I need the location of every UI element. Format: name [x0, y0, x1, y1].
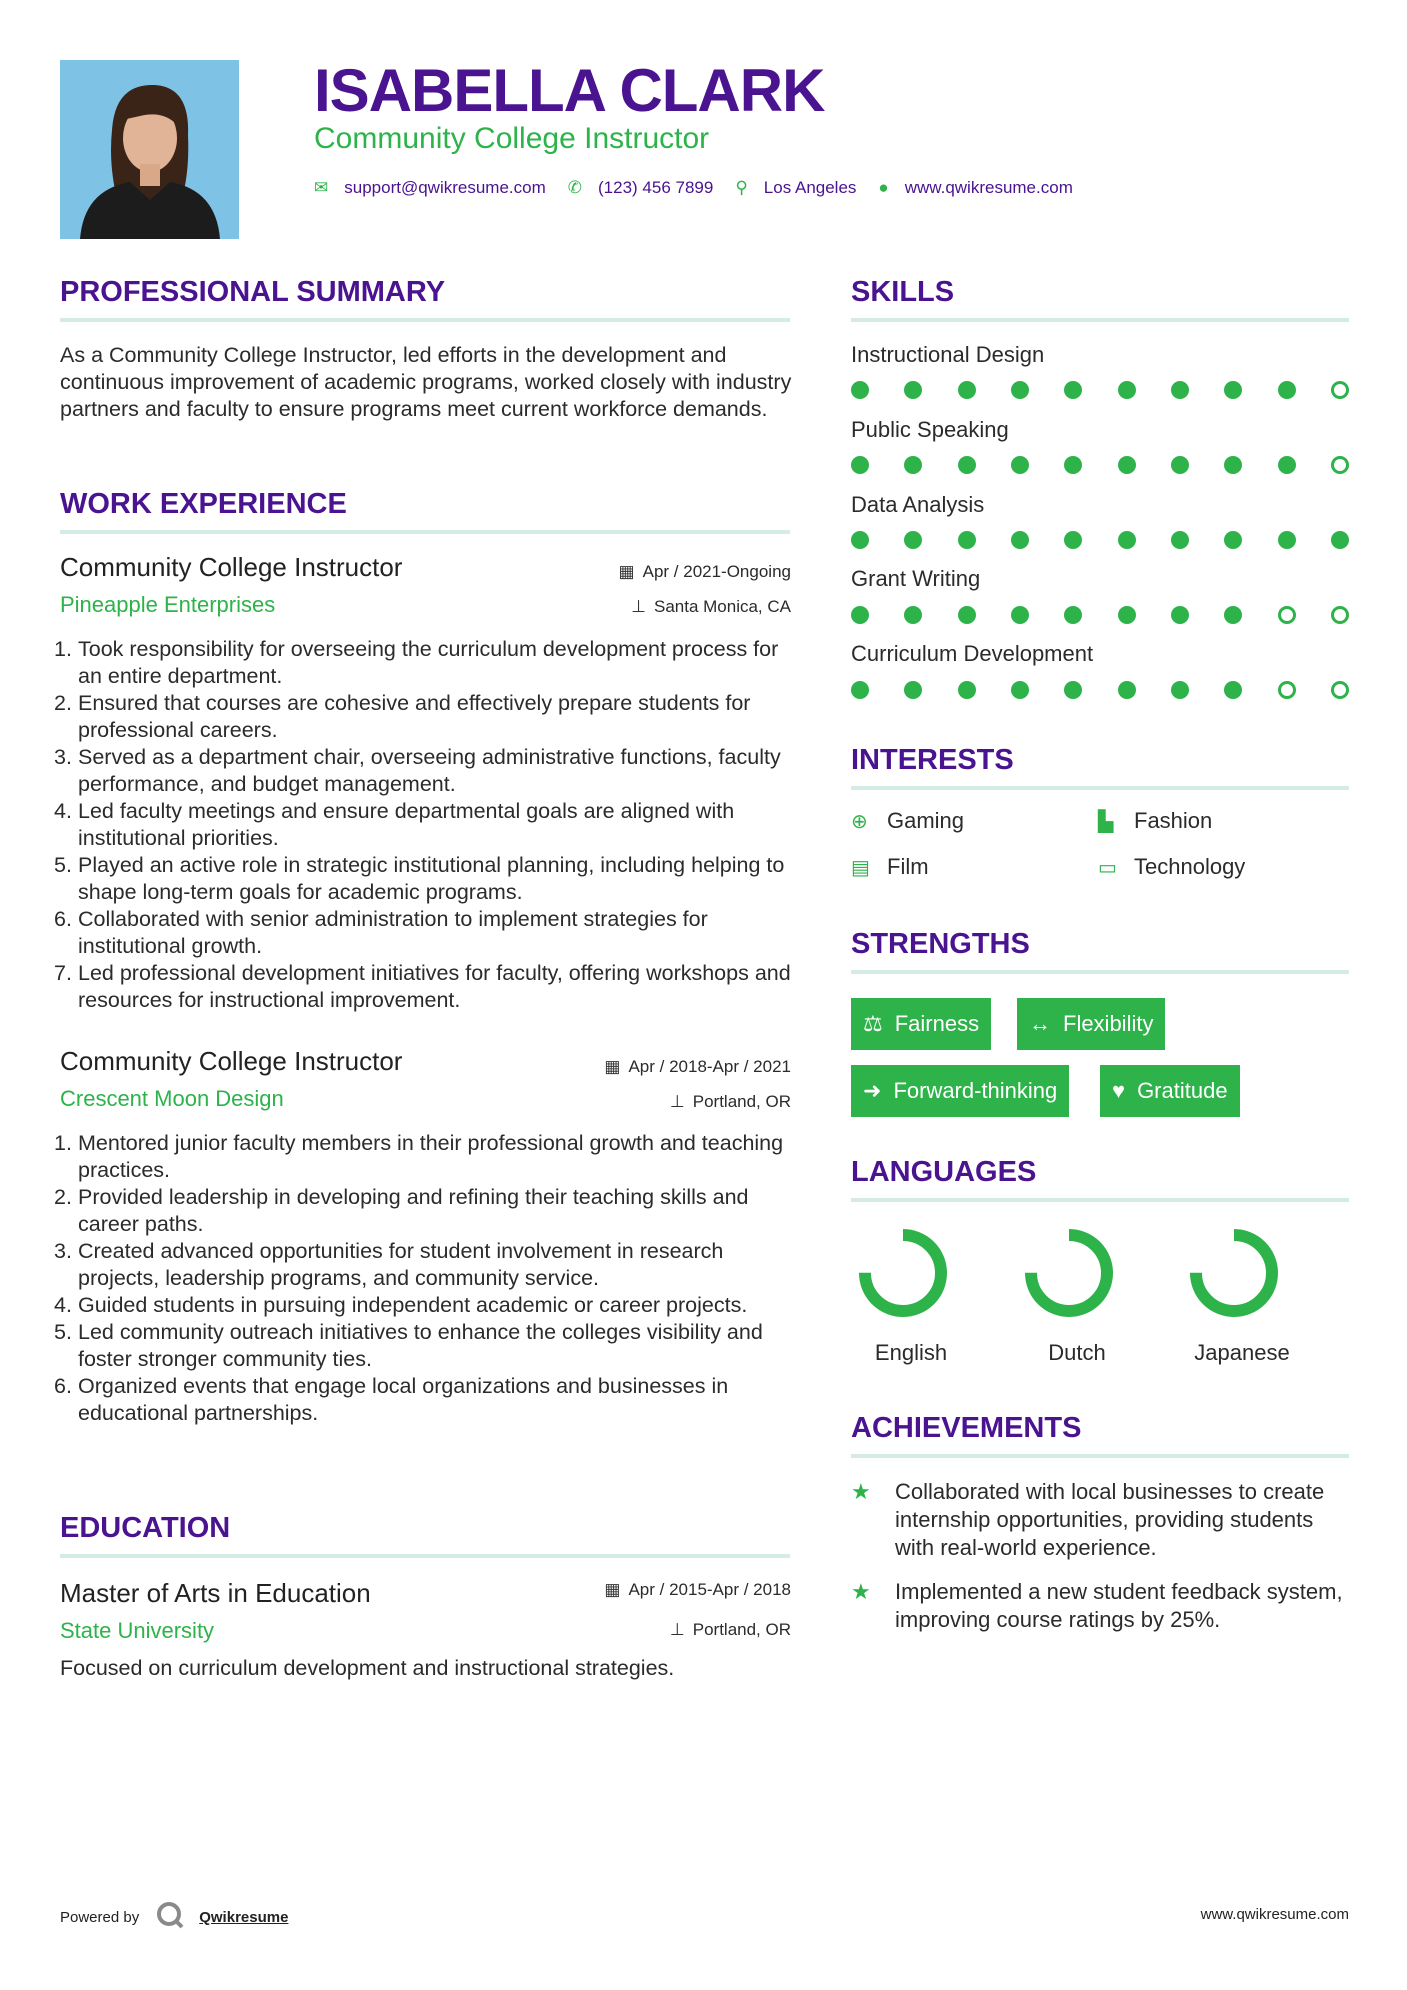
interest-item	[851, 854, 929, 880]
job-location	[631, 597, 791, 617]
skill-rating	[851, 531, 1349, 551]
skill-dot-empty	[1278, 681, 1296, 699]
skill-dot-filled	[851, 381, 869, 399]
skill-dot-filled	[958, 606, 976, 624]
skill-dot-filled	[1171, 531, 1189, 549]
summary-text: As a Community College Instructor, led efforts in the development and continuous improvement of academic programs, worked closely with industry partners and faculty to ensure programs meet current workforce demands.	[60, 343, 792, 421]
skill-dot-empty	[1331, 456, 1349, 474]
job-bullets	[54, 636, 794, 1014]
strength-label: Flexibility	[1063, 1011, 1154, 1036]
list-item: 5. Led community outreach initiatives to enhance the colleges visibility and foster stronger community ties.	[54, 1320, 763, 1371]
skill-dot-filled	[851, 531, 869, 549]
education-heading: EDUCATION	[60, 1512, 231, 1544]
skill-dot-filled	[1278, 456, 1296, 474]
laptop-icon: ▭	[1098, 856, 1117, 879]
skill-dot-filled	[1011, 531, 1029, 549]
interest-label: Gaming	[887, 808, 965, 833]
achievement-item	[851, 1478, 1351, 1562]
summary-heading: PROFESSIONAL SUMMARY	[60, 276, 446, 308]
skill-dot-filled	[1064, 456, 1082, 474]
heart-icon: ♥	[1112, 1078, 1126, 1103]
strength-tag	[851, 998, 991, 1050]
website-link[interactable]: www.qwikresume.com	[904, 178, 1073, 197]
skill-dot-filled	[851, 456, 869, 474]
interest-item	[1098, 854, 1245, 880]
language-name: English	[874, 1340, 948, 1365]
skill-dot-filled	[851, 606, 869, 624]
education-description: Focused on curriculum development and instructional strategies.	[60, 1656, 675, 1680]
skill-dot-filled	[1118, 381, 1136, 399]
job-dates-text: Apr / 2021-Ongoing	[642, 562, 791, 581]
profile-photo	[60, 60, 239, 239]
list-item: 6. Collaborated with senior administration to implement strategies for institutional growth.	[54, 907, 708, 958]
arrows-horizontal-icon: ↔	[1029, 1011, 1051, 1036]
language-ring-arc	[865, 1235, 941, 1311]
interest-label: Technology	[1134, 854, 1246, 879]
phone-text: (123) 456 7899	[598, 178, 714, 197]
brand-link[interactable]: Qwikresume	[199, 1908, 289, 1926]
arrow-right-icon: ➜	[863, 1078, 882, 1103]
strength-label: Forward-thinking	[893, 1078, 1058, 1103]
strength-label: Gratitude	[1137, 1078, 1228, 1103]
qwikresume-logo-icon	[155, 1900, 185, 1934]
star-icon: ★	[851, 1579, 871, 1604]
skill-dot-filled	[904, 681, 922, 699]
job-title: Community College Instructor	[60, 1046, 403, 1076]
job-location-text: Portland, OR	[692, 1092, 791, 1111]
skill-dot-empty	[1331, 606, 1349, 624]
skill-dot-filled	[1064, 381, 1082, 399]
skill-dot-filled	[1331, 531, 1349, 549]
skill-name: Data Analysis	[851, 492, 985, 517]
language-name: Dutch	[1048, 1340, 1106, 1365]
strength-label: Fairness	[894, 1011, 980, 1036]
section-divider	[60, 530, 790, 534]
skill-dot-filled	[1278, 381, 1296, 399]
section-divider	[851, 1198, 1349, 1202]
skill-dot-filled	[1171, 681, 1189, 699]
skill-dot-filled	[1224, 681, 1242, 699]
interest-label: Fashion	[1134, 808, 1213, 833]
skill-dot-filled	[1171, 381, 1189, 399]
globe-icon: ●	[878, 178, 889, 197]
skill-dot-filled	[1011, 381, 1029, 399]
envelope-icon: ✉	[314, 178, 329, 197]
strength-tag	[851, 1065, 1069, 1117]
list-item: 3. Created advanced opportunities for student involvement in research projects, leadership programs, and community service.	[54, 1239, 724, 1290]
skill-dot-filled	[1224, 381, 1242, 399]
skill-dot-filled	[1011, 606, 1029, 624]
list-item: 2. Provided leadership in developing and refining their teaching skills and career paths.	[54, 1185, 749, 1236]
school-name: State University	[60, 1618, 215, 1643]
section-divider	[851, 318, 1349, 322]
powered-by-label: Powered by	[60, 1908, 140, 1926]
list-item: 1. Took responsibility for overseeing the curriculum development process for an entire department.	[54, 637, 779, 688]
achievements-heading: ACHIEVEMENTS	[851, 1412, 1082, 1444]
phone-icon: ✆	[567, 178, 582, 197]
languages-heading: LANGUAGES	[851, 1156, 1037, 1188]
gamepad-icon: ⊕	[851, 810, 868, 833]
list-item: 5. Played an active role in strategic institutional planning, including helping to shape long-term goals for academic programs.	[54, 853, 785, 904]
list-item: 6. Organized events that engage local organizations and businesses in educational partnerships.	[54, 1374, 729, 1425]
shopping-bag-icon: ▙	[1098, 810, 1114, 833]
achievement-text: Collaborated with local businesses to create internship opportunities, providing students with real-world experience.	[895, 1479, 1325, 1560]
skill-dot-filled	[1171, 606, 1189, 624]
education-dates	[604, 1580, 791, 1600]
skill-dot-filled	[958, 456, 976, 474]
skill-dot-empty	[1331, 681, 1349, 699]
calendar-icon: ▦	[618, 562, 635, 581]
skill-dot-filled	[1064, 681, 1082, 699]
skill-dot-filled	[1064, 606, 1082, 624]
map-pin-icon: ⚲	[735, 178, 748, 197]
job-dates	[619, 562, 791, 582]
language-ring-arc	[1031, 1235, 1107, 1311]
skill-dot-filled	[904, 381, 922, 399]
skill-dot-empty	[1278, 606, 1296, 624]
job-dates	[604, 1057, 791, 1077]
skill-dot-filled	[1118, 681, 1136, 699]
job-title: Community College Instructor	[60, 552, 403, 582]
skill-name: Grant Writing	[851, 566, 981, 591]
section-divider	[60, 1554, 790, 1558]
calendar-icon: ▦	[604, 1580, 621, 1599]
skill-dot-filled	[1224, 456, 1242, 474]
skill-dot-filled	[958, 681, 976, 699]
list-item: 1. Mentored junior faculty members in their professional growth and teaching practices.	[54, 1131, 784, 1182]
interest-item	[851, 808, 964, 834]
skill-dot-filled	[1224, 606, 1242, 624]
job-dates-text: Apr / 2018-Apr / 2021	[628, 1057, 791, 1076]
skill-dot-filled	[1171, 456, 1189, 474]
language-ring	[1024, 1228, 1114, 1318]
skill-dot-filled	[1118, 606, 1136, 624]
footer-powered	[60, 1900, 288, 1934]
achievement-item	[851, 1578, 1351, 1634]
section-divider	[851, 786, 1349, 790]
job-company: Crescent Moon Design	[60, 1086, 284, 1111]
work-heading: WORK EXPERIENCE	[60, 488, 347, 520]
strength-tag	[1100, 1065, 1240, 1117]
language-ring	[1189, 1228, 1279, 1318]
section-divider	[851, 970, 1349, 974]
skill-dot-filled	[1118, 531, 1136, 549]
list-item: 7. Led professional development initiatives for faculty, offering workshops and resources for instructional improvement.	[54, 961, 791, 1012]
interest-label: Film	[887, 854, 929, 879]
language-name: Japanese	[1194, 1340, 1290, 1365]
interests-heading: INTERESTS	[851, 744, 1014, 776]
section-divider	[851, 1454, 1349, 1458]
skill-dot-filled	[1011, 456, 1029, 474]
education-location	[670, 1620, 791, 1640]
strengths-heading: STRENGTHS	[851, 928, 1030, 960]
skill-rating	[851, 456, 1349, 476]
education-dates-text: Apr / 2015-Apr / 2018	[628, 1580, 791, 1599]
star-icon: ★	[851, 1479, 871, 1504]
language-ring-arc	[1196, 1235, 1272, 1311]
list-item: 4. Led faculty meetings and ensure departmental goals are aligned with institutional priorities.	[54, 799, 735, 850]
pin-icon: ⊥	[669, 1620, 685, 1639]
list-item: 4. Guided students in pursuing independent academic or career projects.	[54, 1293, 748, 1317]
job-bullets	[54, 1130, 794, 1427]
skill-dot-filled	[1011, 681, 1029, 699]
pin-icon: ⊥	[669, 1092, 685, 1111]
skill-dot-empty	[1331, 381, 1349, 399]
skill-rating	[851, 606, 1349, 626]
candidate-role: Community College Instructor	[314, 122, 710, 155]
skill-name: Curriculum Development	[851, 641, 1094, 666]
pin-icon: ⊥	[631, 597, 646, 616]
footer-website[interactable]: www.qwikresume.com	[1200, 1906, 1349, 1923]
skill-dot-filled	[1278, 531, 1296, 549]
list-item: 3. Served as a department chair, overseeing administrative functions, faculty performance, and budget management.	[54, 745, 781, 796]
skill-dot-filled	[1064, 531, 1082, 549]
email-link[interactable]: support@qwikresume.com	[344, 178, 546, 197]
job-company: Pineapple Enterprises	[60, 592, 276, 617]
skill-dot-filled	[958, 531, 976, 549]
location-text: Los Angeles	[763, 178, 857, 197]
film-icon: ▤	[851, 856, 870, 879]
skill-name: Instructional Design	[851, 342, 1045, 367]
skill-dot-filled	[904, 531, 922, 549]
skill-rating	[851, 681, 1349, 701]
language-ring	[858, 1228, 948, 1318]
skills-heading: SKILLS	[851, 276, 955, 308]
interest-item	[1098, 808, 1212, 834]
education-location-text: Portland, OR	[692, 1620, 791, 1639]
skill-dot-filled	[958, 381, 976, 399]
contact-bar	[314, 178, 1095, 198]
calendar-icon: ▦	[604, 1057, 621, 1076]
strength-tag	[1017, 998, 1165, 1050]
degree-title: Master of Arts in Education	[60, 1578, 371, 1608]
list-item: 2. Ensured that courses are cohesive and effectively prepare students for professional careers.	[54, 691, 751, 742]
skill-rating	[851, 381, 1349, 401]
achievement-text: Implemented a new student feedback system, improving course ratings by 25%.	[895, 1579, 1343, 1632]
job-location-text: Santa Monica, CA	[653, 597, 791, 616]
skill-dot-filled	[904, 606, 922, 624]
skill-name: Public Speaking	[851, 417, 1009, 442]
skill-dot-filled	[1224, 531, 1242, 549]
balance-scale-icon: ⚖	[863, 1011, 883, 1036]
section-divider	[60, 318, 790, 322]
job-location	[670, 1092, 791, 1112]
skill-dot-filled	[1118, 456, 1136, 474]
candidate-name: ISABELLA CLARK	[314, 57, 825, 124]
skill-dot-filled	[904, 456, 922, 474]
skill-dot-filled	[851, 681, 869, 699]
